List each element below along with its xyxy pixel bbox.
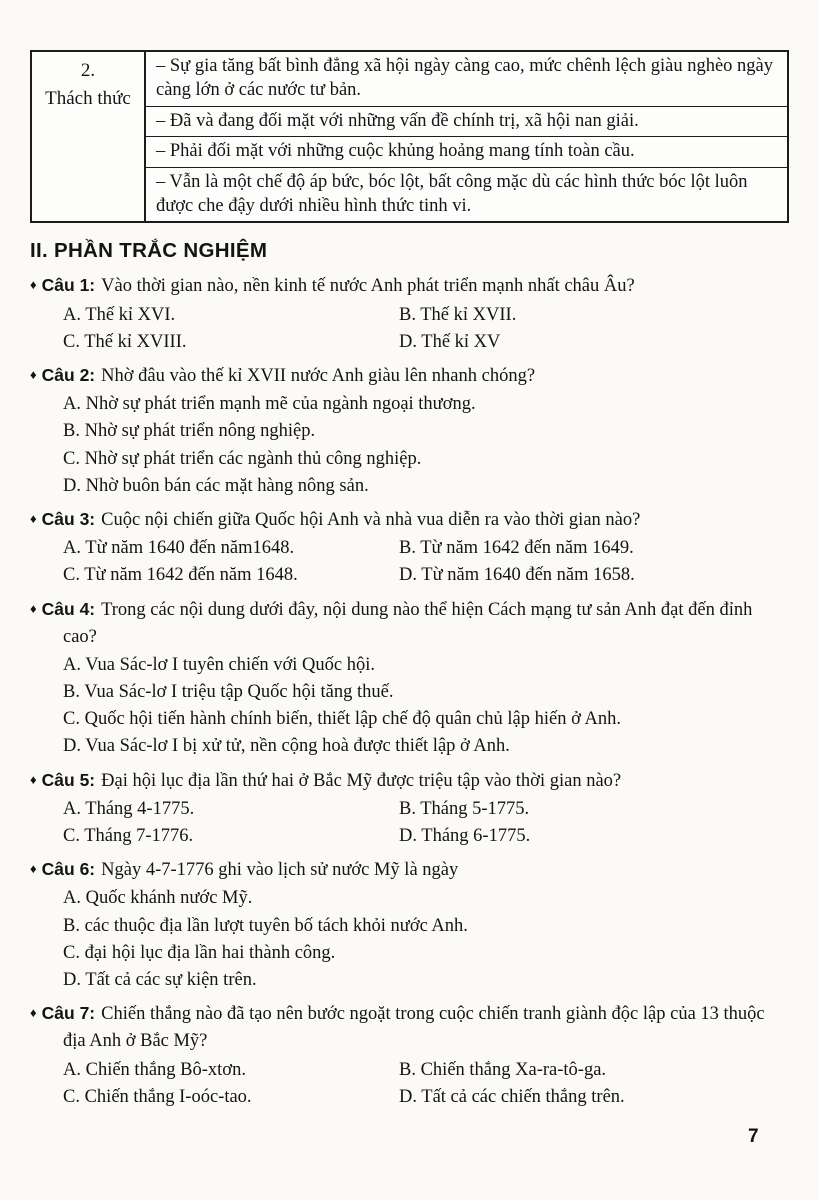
table-content-cell xyxy=(146,52,787,221)
table-item: – Phải đối mặt với những cuộc khủng hoảng mang tính toàn cầu. xyxy=(146,137,787,167)
question-line xyxy=(30,768,789,795)
option-c: C. Quốc hội tiến hành chính biến, thiết lập chế độ quân chủ lập hiến ở Anh. xyxy=(63,709,621,730)
option-d: D. Thế kỉ XV xyxy=(399,331,501,352)
option-d: D. Tất cả các chiến thắng trên. xyxy=(399,1086,625,1107)
diamond-bullet-icon: ♦ xyxy=(30,600,37,616)
option-d: D. Vua Sác-lơ I bị xử tử, nền cộng hoà được thiết lập ở Anh. xyxy=(63,736,510,757)
question-line xyxy=(30,597,789,651)
options-list xyxy=(63,796,789,850)
option-b: B. Chiến thắng Xa-ra-tô-ga. xyxy=(399,1059,607,1080)
question-text: Vào thời gian nào, nền kinh tế nước Anh phát triển mạnh nhất châu Âu? xyxy=(101,276,635,297)
table-row-label xyxy=(32,52,146,221)
option-a: A. Thế kỉ XVI. xyxy=(63,304,176,325)
summary-table xyxy=(30,50,789,223)
option-b: B. Tháng 5-1775. xyxy=(399,798,530,819)
section-title: II. PHẦN TRẮC NGHIỆM xyxy=(30,239,268,263)
diamond-bullet-icon: ♦ xyxy=(30,367,37,382)
table-row-number: 2. xyxy=(80,60,96,81)
options-list xyxy=(63,885,789,994)
option-c: C. Nhờ sự phát triển các ngành thủ công nghiệp. xyxy=(63,448,422,469)
question-label: Câu 2: xyxy=(41,365,96,385)
question-text: Cuộc nội chiến giữa Quốc hội Anh và nhà vua diễn ra vào thời gian nào? xyxy=(101,509,641,530)
table-item: – Đã và đang đối mặt với những vấn đề chính trị, xã hội nan giải. xyxy=(146,107,787,137)
options-list xyxy=(63,1057,789,1111)
option-a: A. Tháng 4-1775. xyxy=(63,798,195,819)
options-list xyxy=(63,302,789,356)
option-a: A. Chiến thắng Bô-xtơn. xyxy=(63,1059,246,1080)
option-d: D. Tất cả các sự kiện trên. xyxy=(63,969,257,990)
option-c: C. Tháng 7-1776. xyxy=(63,826,194,846)
diamond-bullet-icon: ♦ xyxy=(30,861,37,877)
question-label: Câu 1: xyxy=(41,275,96,296)
option-c: C. Chiến thắng I-oóc-tao. xyxy=(63,1086,252,1107)
options-list xyxy=(63,535,789,589)
question-5 xyxy=(30,768,789,851)
question-line xyxy=(30,857,789,884)
question-7 xyxy=(30,1001,789,1111)
question-6 xyxy=(30,857,789,994)
question-text: Chiến thắng nào đã tạo nên bước ngoặt trong cuộc chiến tranh giành độc lập của 13 thuộc địa Anh ở Bắc Mỹ? xyxy=(63,1004,765,1052)
option-d: D. Nhờ buôn bán các mặt hàng nông sản. xyxy=(63,475,369,496)
table-row-title: Thách thức xyxy=(45,87,131,109)
question-line xyxy=(30,273,789,300)
question-line xyxy=(30,507,789,534)
diamond-bullet-icon: ♦ xyxy=(30,771,37,787)
option-c: C. Thế kỉ XVIII. xyxy=(63,331,187,352)
option-b: B. Thế kỉ XVII. xyxy=(399,304,517,325)
question-label: Câu 6: xyxy=(41,859,96,880)
option-a: A. Vua Sác-lơ I tuyên chiến với Quốc hội. xyxy=(63,654,375,675)
option-a: A. Quốc khánh nước Mỹ. xyxy=(63,888,253,909)
option-a: A. Từ năm 1640 đến năm1648. xyxy=(63,538,295,559)
options-list xyxy=(63,652,789,761)
diamond-bullet-icon: ♦ xyxy=(30,277,37,293)
question-label: Câu 7: xyxy=(41,1003,96,1024)
option-b: B. Vua Sác-lơ I triệu tập Quốc hội tăng thuế. xyxy=(63,682,394,703)
question-label: Câu 5: xyxy=(41,769,96,790)
table-item: – Sự gia tăng bất bình đẳng xã hội ngày càng cao, mức chênh lệch giàu nghèo ngày càng lớn ở các nước tư bản. xyxy=(146,52,787,107)
question-4 xyxy=(30,597,789,761)
question-label: Câu 4: xyxy=(41,598,96,619)
question-line xyxy=(30,363,789,390)
option-b: B. Nhờ sự phát triển nông nghiệp. xyxy=(63,421,316,442)
question-line xyxy=(30,1001,789,1055)
diamond-bullet-icon: ♦ xyxy=(30,1005,37,1021)
question-label: Câu 3: xyxy=(41,508,96,529)
question-text: Nhờ đâu vào thế kỉ XVII nước Anh giàu lên nhanh chóng? xyxy=(101,366,536,386)
question-1 xyxy=(30,273,789,356)
question-text: Đại hội lục địa lần thứ hai ở Bắc Mỹ được triệu tập vào thời gian nào? xyxy=(101,770,622,791)
option-c: C. đại hội lục địa lần hai thành công. xyxy=(63,942,336,963)
option-d: D. Tháng 6-1775. xyxy=(399,826,531,846)
question-3 xyxy=(30,507,789,590)
option-b: B. các thuộc địa lần lượt tuyên bố tách khỏi nước Anh. xyxy=(63,915,468,936)
page-number: 7 xyxy=(748,1126,759,1147)
option-a: A. Nhờ sự phát triển mạnh mẽ của ngành ngoại thương. xyxy=(63,394,476,415)
option-c: C. Từ năm 1642 đến năm 1648. xyxy=(63,565,298,586)
diamond-bullet-icon: ♦ xyxy=(30,510,37,526)
question-2 xyxy=(30,363,789,500)
option-b: B. Từ năm 1642 đến năm 1649. xyxy=(399,538,634,559)
question-text: Ngày 4-7-1776 ghi vào lịch sử nước Mỹ là ngày xyxy=(101,860,459,881)
options-list xyxy=(63,391,789,500)
question-text: Trong các nội dung dưới đây, nội dung nào thể hiện Cách mạng tư sản Anh đạt đến đỉnh cao? xyxy=(63,599,753,647)
option-d: D. Từ năm 1640 đến năm 1658. xyxy=(399,565,635,586)
table-item: – Vẫn là một chế độ áp bức, bóc lột, bất công mặc dù các hình thức bóc lột luôn được che đậy dưới nhiều hình thức tinh vi. xyxy=(156,171,748,217)
